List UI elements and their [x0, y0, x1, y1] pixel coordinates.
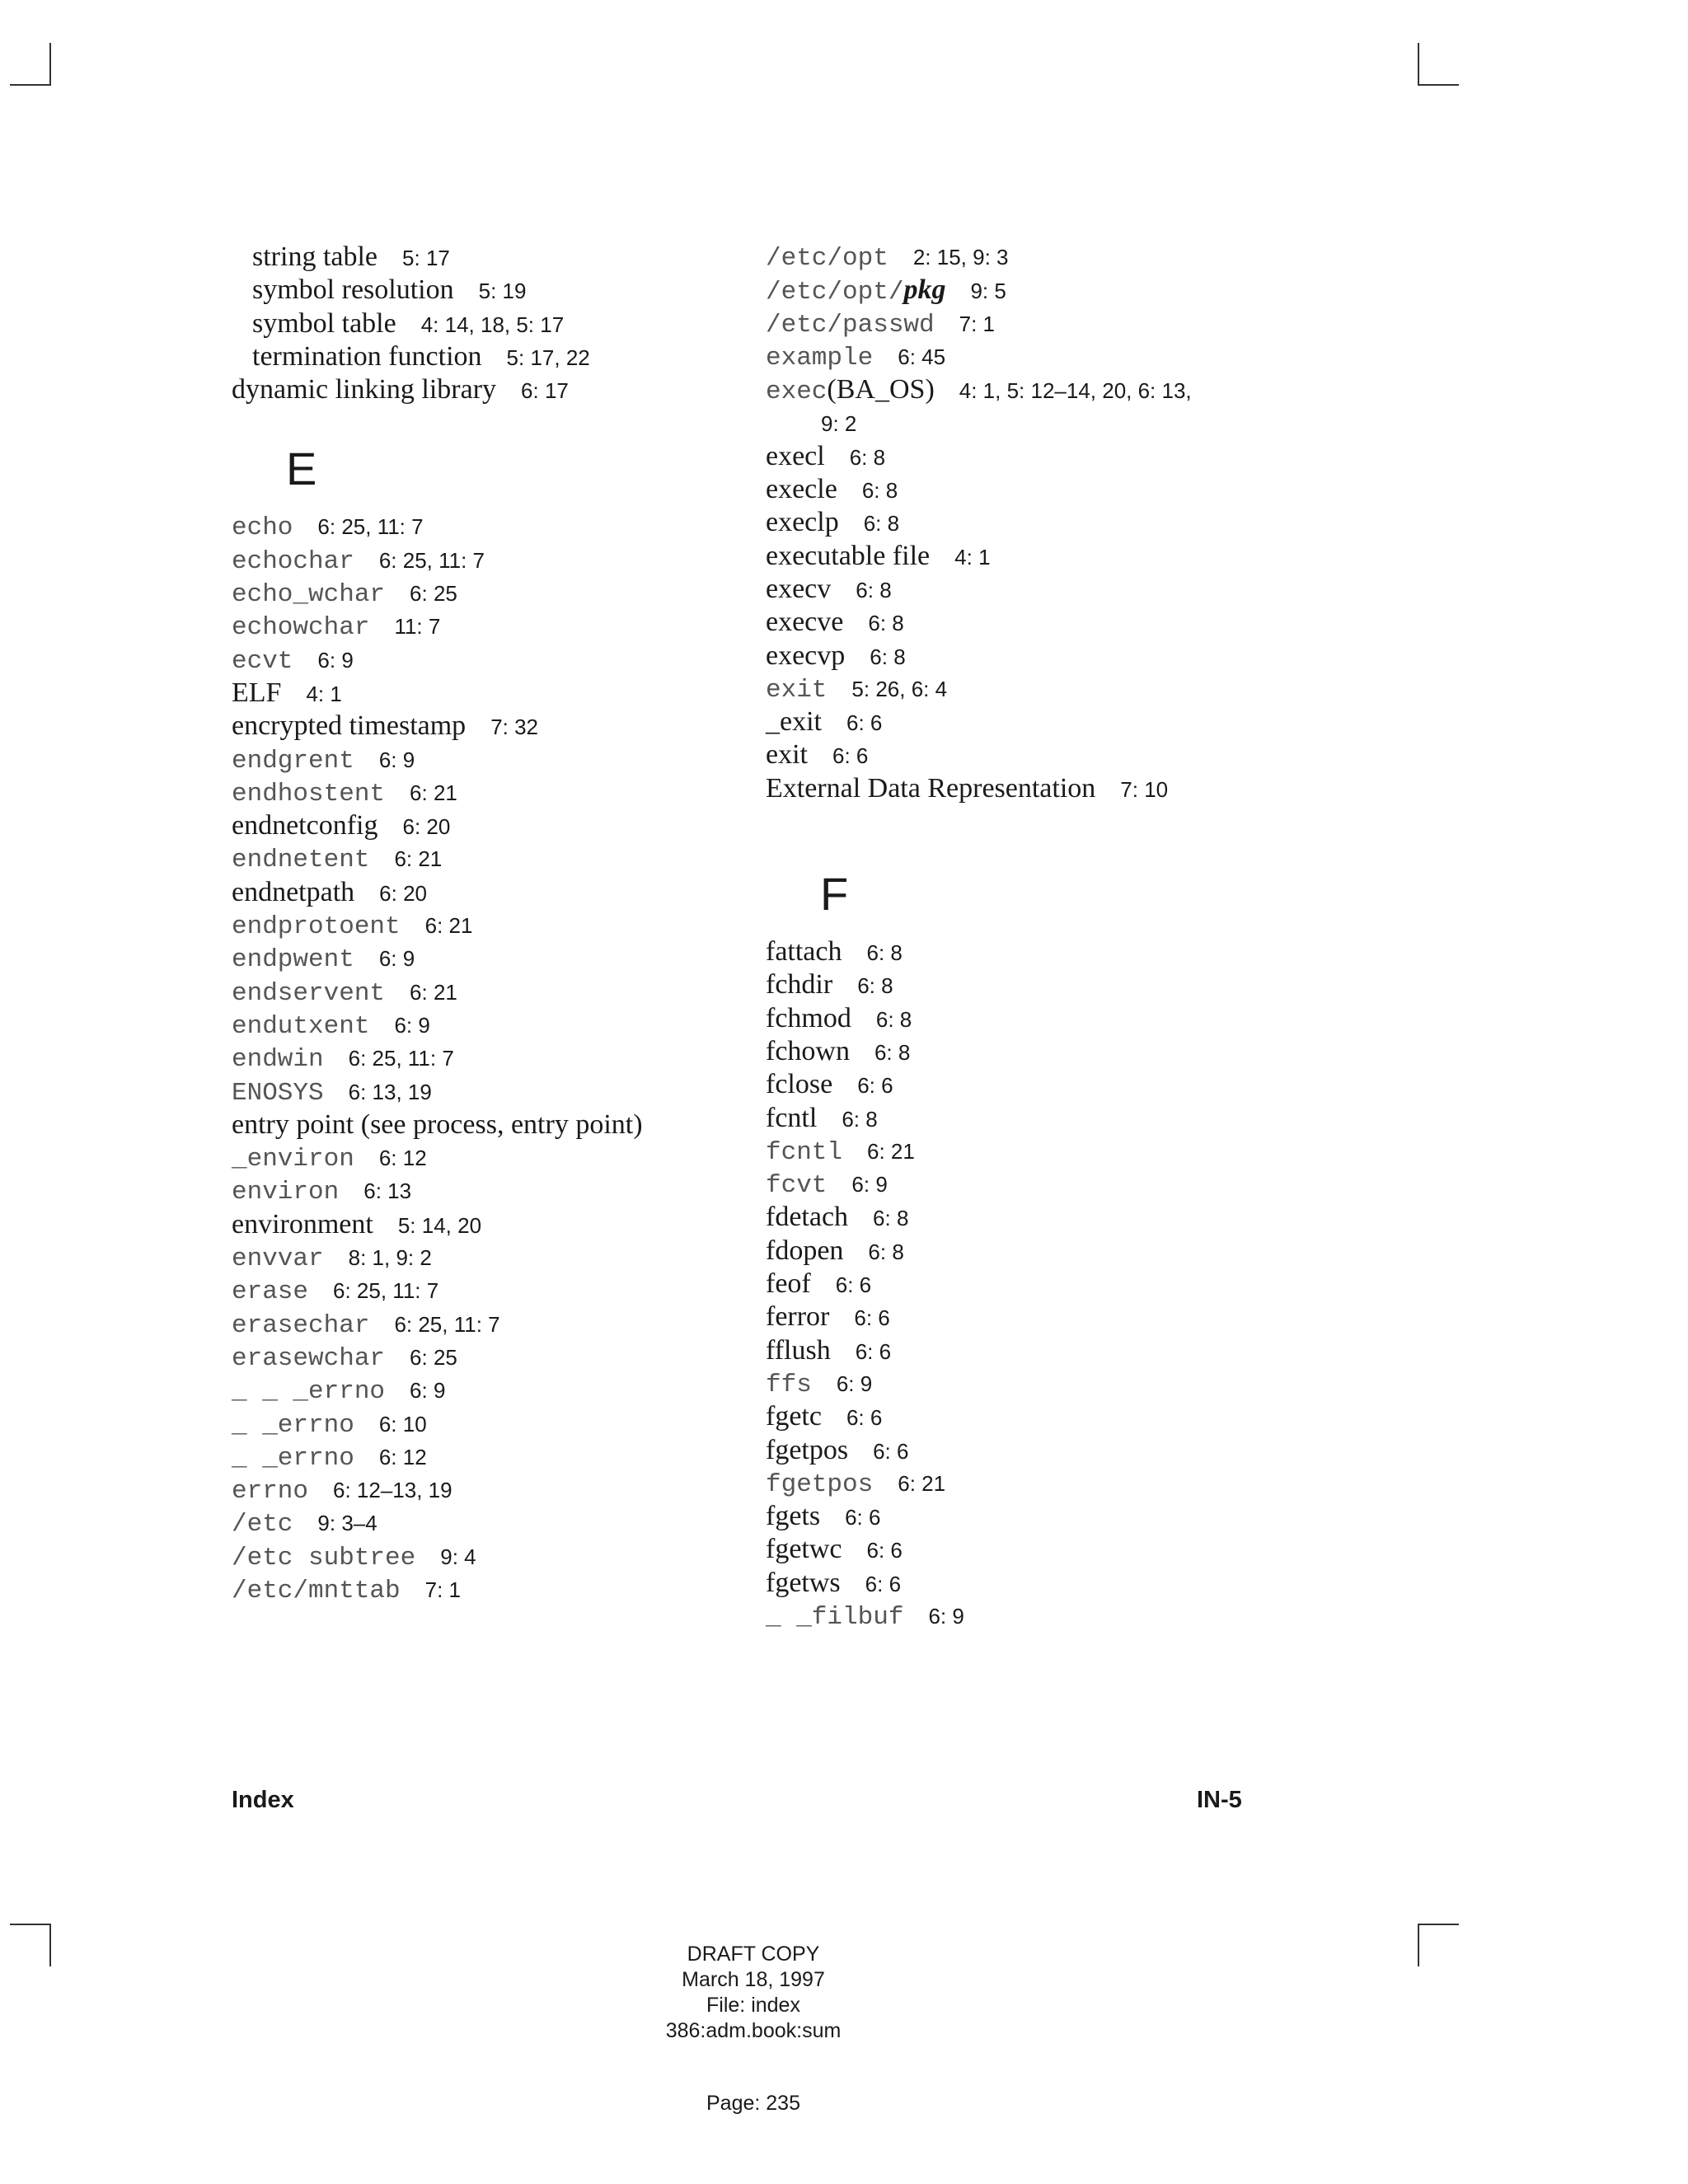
index-term: fchdir: [766, 969, 833, 1001]
index-page-refs: 6: 8: [849, 444, 886, 470]
section-gap: [766, 927, 1277, 935]
index-term: symbol resolution: [252, 274, 454, 306]
index-entry: [232, 373, 726, 406]
index-term: environment: [232, 1208, 373, 1240]
index-term: symbol table: [252, 307, 396, 339]
index-term: fcvt: [766, 1171, 828, 1201]
index-entry: [232, 1374, 726, 1407]
index-term: ENOSYS: [232, 1078, 324, 1108]
index-entry: [766, 640, 1277, 673]
index-page-refs: 6: 6: [832, 743, 869, 769]
index-entry: [232, 610, 726, 643]
index-page-refs: 6: 12: [378, 1444, 427, 1469]
index-page-refs: 6: 9: [378, 747, 415, 772]
index-term: exit: [766, 675, 828, 705]
index-entry: [232, 1208, 726, 1241]
index-page-refs: 9: 2: [821, 411, 857, 437]
index-page-refs: 6: 6: [846, 710, 883, 736]
index-page-refs: 4: 14, 18, 5: 17: [420, 312, 565, 337]
index-term: execlp: [766, 507, 839, 538]
index-term: External Data Representation: [766, 772, 1096, 804]
index-term: /etc/mnttab: [232, 1576, 401, 1605]
index-page-refs: 6: 25: [410, 1344, 457, 1370]
section-letter: E: [286, 443, 317, 495]
index-entry: [232, 241, 726, 274]
index-entry: [232, 1308, 726, 1341]
index-term: dynamic linking library: [232, 374, 497, 405]
index-page-refs: 6: 6: [835, 1272, 872, 1298]
index-entry: [766, 1301, 1277, 1333]
index-page-refs: 6: 12: [378, 1146, 427, 1171]
index-page-refs: 6: 10: [378, 1411, 427, 1436]
index-entry: [766, 1367, 1277, 1400]
index-entry: [232, 1341, 726, 1374]
index-entry: [766, 540, 1277, 573]
index-entry: [766, 1500, 1277, 1533]
crop-mark-bottom-right: [1418, 1924, 1459, 1966]
index-page-refs: 5: 17, 22: [506, 344, 590, 370]
index-entry: [232, 842, 726, 875]
index-page-refs: 4: 1: [306, 681, 342, 706]
index-entry: [232, 274, 726, 307]
index-entry: [766, 606, 1277, 639]
index-page-refs: 6: 6: [865, 1571, 902, 1596]
draft-stamp: [577, 1942, 930, 2044]
index-entry: [766, 705, 1277, 738]
index-page-refs: 6: 9: [410, 1378, 446, 1404]
index-term: fgetc: [766, 1401, 822, 1432]
index-term: /etc: [232, 1510, 293, 1540]
index-entry: [232, 1540, 726, 1573]
index-entry: [232, 776, 726, 809]
section-letter: F: [820, 868, 849, 921]
index-column-left: [232, 241, 726, 1606]
index-page-refs: 5: 26, 6: 4: [851, 676, 948, 701]
index-entry: [232, 510, 726, 543]
index-page-refs: 6: 20: [379, 880, 427, 906]
index-entry: [766, 1235, 1277, 1268]
index-term: erase: [232, 1277, 309, 1307]
index-term: endnetconfig: [232, 810, 378, 841]
index-term: echochar: [232, 546, 354, 576]
index-entry: [232, 1474, 726, 1507]
index-page-refs: 6: 6: [846, 1405, 883, 1431]
index-term: ffs: [766, 1370, 812, 1399]
index-page-refs: 6: 45: [898, 344, 946, 369]
index-page-refs: 2: 15, 9: 3: [912, 245, 1009, 269]
index-entry: [232, 710, 726, 743]
index-term: endwin: [232, 1045, 324, 1075]
index-entry: [766, 1268, 1277, 1301]
index-page-refs: 6: 21: [898, 1470, 946, 1496]
index-page-refs: 4: 1, 5: 12–14, 20, 6: 13,: [959, 378, 1192, 404]
index-page-refs: 6: 9: [928, 1603, 964, 1629]
index-entry: [766, 1567, 1277, 1600]
index-entry: [232, 1108, 726, 1141]
index-term-func: exec: [766, 377, 828, 407]
draft-date: March 18, 1997: [682, 1968, 825, 1991]
index-page-refs: 6: 12–13, 19: [333, 1478, 452, 1503]
index-entry: [232, 976, 726, 1009]
draft-book: 386:adm.book:sum: [665, 2019, 842, 2042]
index-page-refs: 6: 6: [855, 1338, 892, 1364]
index-term: /etc/passwd: [766, 310, 935, 340]
index-entry: [766, 573, 1277, 606]
index-page-refs: 6: 21: [394, 846, 443, 872]
index-page-refs: 6: 8: [873, 1206, 909, 1231]
index-page-refs: 6: 21: [410, 780, 457, 805]
index-entry: [232, 1573, 726, 1606]
index-term: string table: [252, 241, 378, 272]
index-page-refs: 9: 3–4: [317, 1511, 377, 1536]
index-term: fdopen: [766, 1235, 844, 1266]
index-term: endprotoent: [232, 912, 401, 942]
index-term: _exit: [766, 706, 822, 738]
index-term: [766, 274, 946, 307]
index-entry: [232, 1408, 726, 1441]
index-entry: [766, 241, 1277, 274]
index-term: erasewchar: [232, 1343, 386, 1373]
index-page-refs: 6: 6: [873, 1438, 909, 1464]
index-term: endgrent: [232, 746, 354, 776]
index-term: /etc subtree: [232, 1543, 416, 1572]
index-page-refs: 6: 25, 11: 7: [348, 1046, 454, 1071]
index-page-refs: 6: 17: [521, 378, 569, 404]
index-page-refs: 6: 9: [378, 946, 415, 972]
index-entry: [232, 544, 726, 577]
index-page-refs: 9: 5: [970, 279, 1006, 304]
index-page-refs: 7: 10: [1120, 776, 1169, 802]
index-term: fclose: [766, 1069, 833, 1100]
index-page-refs: 6: 8: [875, 1006, 912, 1032]
index-term: fdetach: [766, 1202, 849, 1233]
index-entry: [766, 1434, 1277, 1467]
index-entry: [766, 506, 1277, 539]
index-page-refs: 6: 20: [402, 814, 451, 840]
index-entry: [766, 1600, 1277, 1633]
index-entry: [232, 743, 726, 776]
index-term: echo: [232, 513, 293, 543]
index-entry: [232, 1174, 726, 1207]
index-term: endnetpath: [232, 876, 355, 907]
index-page-refs: 6: 9: [836, 1371, 873, 1396]
index-entry: [232, 340, 726, 373]
index-entry: [232, 1507, 726, 1540]
index-term: [766, 374, 935, 407]
index-term-path: /etc/opt/: [766, 278, 904, 307]
index-term: environ: [232, 1178, 340, 1207]
index-term: fchown: [766, 1035, 850, 1066]
index-entry: [766, 738, 1277, 771]
index-term: _ _errno: [232, 1443, 354, 1473]
index-term: fchmod: [766, 1002, 851, 1033]
index-term: fgetpos: [766, 1434, 849, 1465]
index-term: envvar: [232, 1244, 324, 1274]
index-page-refs: 6: 8: [863, 511, 900, 537]
index-entry: [232, 1274, 726, 1307]
index-term: fgetpos: [766, 1469, 874, 1499]
index-page-refs: 11: 7: [394, 614, 441, 640]
index-page-refs: 7: 1: [424, 1577, 462, 1602]
index-term: fflush: [766, 1334, 831, 1366]
index-term: _environ: [232, 1145, 354, 1174]
index-term: _ _filbuf: [766, 1602, 904, 1632]
index-page-refs: 6: 6: [845, 1505, 881, 1530]
index-page-refs: 6: 8: [861, 478, 898, 504]
index-page-refs: 5: 17: [402, 246, 450, 270]
index-column-right: [766, 241, 1277, 1633]
index-entry: [766, 1035, 1277, 1068]
index-entry: [766, 1334, 1277, 1367]
index-term: fcntl: [766, 1137, 843, 1167]
index-entry: [766, 1135, 1277, 1168]
index-page-refs: 4: 1: [954, 544, 991, 569]
index-entry: [766, 473, 1277, 506]
index-term-qualifier: (BA_OS): [827, 374, 935, 405]
index-entry: [766, 1168, 1277, 1201]
index-term: endpwent: [232, 945, 354, 975]
index-term: execvp: [766, 640, 846, 671]
index-entry: [766, 373, 1277, 406]
index-page-refs: 6: 25, 11: 7: [333, 1278, 439, 1304]
index-entry: [232, 677, 726, 710]
index-page-refs: 6: 21: [424, 913, 473, 939]
index-term: endutxent: [232, 1011, 370, 1041]
index-entry: [766, 772, 1277, 805]
index-term: echo_wchar: [232, 580, 386, 610]
index-page-refs: 6: 6: [866, 1538, 903, 1563]
section-gap: [232, 502, 726, 510]
index-entry: [766, 1533, 1277, 1566]
index-page-refs: 6: 8: [868, 611, 904, 636]
index-page-refs: 8: 1, 9: 2: [348, 1245, 432, 1271]
index-term: execve: [766, 607, 844, 638]
index-entry: [232, 1009, 726, 1042]
index-term: fgetws: [766, 1567, 841, 1598]
index-term: ELF: [232, 677, 282, 708]
section-gap: [232, 406, 726, 436]
index-term: endnetent: [232, 846, 370, 875]
index-entry: [766, 406, 1277, 439]
index-term: execle: [766, 474, 837, 505]
index-entry: [766, 935, 1277, 968]
index-term: encrypted timestamp: [232, 710, 467, 742]
index-page-refs: 9: 4: [440, 1544, 476, 1569]
index-term: execl: [766, 440, 825, 471]
index-page-refs: 6: 13: [363, 1179, 412, 1204]
index-term: execv: [766, 573, 832, 604]
index-page-refs: 6: 21: [867, 1138, 915, 1164]
index-page-refs: 6: 8: [857, 973, 893, 999]
index-term-variable: pkg: [903, 274, 946, 306]
index-page-refs: 7: 32: [490, 715, 539, 740]
index-page-refs: 5: 19: [478, 279, 527, 304]
index-entry: [232, 876, 726, 909]
index-entry: [766, 1102, 1277, 1135]
index-term: ferror: [766, 1301, 830, 1333]
crop-mark-top-left: [10, 43, 51, 86]
index-entry: [232, 1241, 726, 1274]
index-entry: [232, 307, 726, 340]
crop-mark-bottom-left: [10, 1924, 51, 1966]
index-entry: [766, 1002, 1277, 1035]
index-term: example: [766, 343, 874, 373]
index-page-refs: 7: 1: [959, 311, 996, 336]
index-page-refs: 5: 14, 20: [397, 1212, 482, 1238]
index-entry: [766, 1201, 1277, 1234]
index-page-refs: 6: 25, 11: 7: [378, 547, 485, 573]
index-term: termination function: [252, 340, 482, 372]
index-term: entry point (see process, entry point): [232, 1108, 643, 1140]
index-entry: [232, 942, 726, 975]
index-page-refs: 6: 8: [868, 1239, 904, 1264]
index-entry: [232, 1042, 726, 1075]
index-term: echowchar: [232, 613, 370, 643]
index-page-refs: 6: 25, 11: 7: [317, 514, 424, 540]
index-term: fcntl: [766, 1102, 818, 1133]
index-term: fgets: [766, 1501, 821, 1532]
index-entry: [766, 1400, 1277, 1433]
index-page-refs: 6: 8: [874, 1039, 911, 1065]
draft-page: Page: 235: [706, 2092, 800, 2115]
index-page-refs: 6: 8: [870, 644, 906, 669]
index-page-refs: 6: 6: [857, 1073, 893, 1099]
index-entry: [766, 968, 1277, 1001]
index-term: endservent: [232, 978, 386, 1008]
index-term: fattach: [766, 936, 842, 968]
crop-mark-top-right: [1418, 43, 1459, 86]
index-page-refs: 6: 25, 11: 7: [394, 1311, 500, 1337]
index-page-refs: 6: 6: [854, 1305, 890, 1331]
index-page-refs: 6: 9: [394, 1012, 430, 1038]
footer-section-title: Index: [232, 1787, 294, 1813]
index-entry: [232, 1076, 726, 1108]
index-entry: [766, 440, 1277, 473]
footer-page-number: IN-5: [1197, 1787, 1242, 1813]
index-entry: [766, 274, 1277, 307]
index-page-refs: 6: 21: [410, 979, 457, 1005]
index-term: erasechar: [232, 1310, 370, 1340]
index-entry: [766, 1467, 1277, 1500]
index-term: executable file: [766, 540, 931, 571]
index-page-refs: 6: 8: [866, 940, 903, 966]
index-entry: [232, 809, 726, 842]
index-entry: [766, 673, 1277, 705]
index-term: /etc/opt: [766, 244, 889, 273]
index-term: endhostent: [232, 779, 386, 808]
index-entry: [232, 577, 726, 610]
index-page-refs: 6: 9: [851, 1172, 888, 1197]
index-page-refs: 6: 9: [317, 647, 354, 673]
draft-label: DRAFT COPY: [687, 1943, 820, 1966]
index-entry: [766, 307, 1277, 340]
section-gap: [766, 805, 1277, 861]
index-entry: [232, 909, 726, 942]
index-term: feof: [766, 1268, 811, 1300]
index-entry: [232, 1141, 726, 1174]
index-entry: [232, 644, 726, 677]
index-term: fgetwc: [766, 1534, 842, 1565]
index-entry: [232, 1441, 726, 1474]
index-term: _ _errno: [232, 1410, 354, 1440]
index-entry: [766, 1068, 1277, 1101]
index-page-refs: 6: 8: [856, 577, 892, 602]
index-term: _ _ _errno: [232, 1377, 386, 1407]
index-term: exit: [766, 739, 808, 771]
index-term: ecvt: [232, 646, 293, 676]
index-page-refs: 6: 13, 19: [348, 1079, 432, 1104]
draft-file: File: index: [706, 1994, 800, 2017]
index-term: errno: [232, 1477, 309, 1507]
index-page-refs: 6: 8: [842, 1106, 878, 1132]
index-page-refs: 6: 25: [410, 581, 457, 607]
index-entry: [766, 340, 1277, 373]
